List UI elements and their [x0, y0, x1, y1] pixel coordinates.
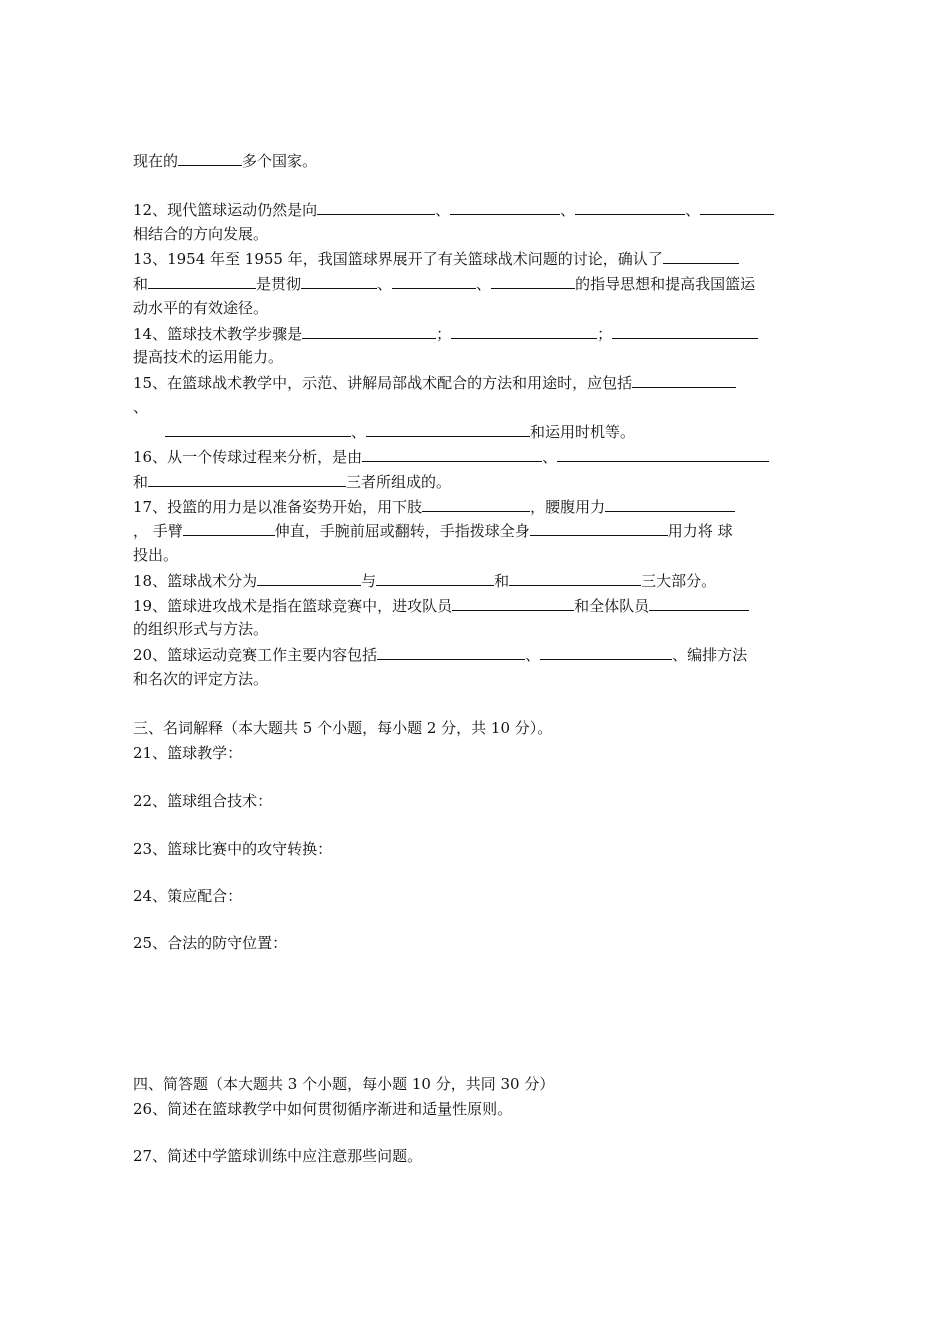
answer-blank[interactable]: [257, 570, 361, 586]
question-20-cont: [133, 669, 268, 689]
text: 、: [542, 448, 558, 466]
text: 的指导思想和提高我国篮运: [575, 275, 756, 293]
answer-blank[interactable]: [605, 496, 735, 512]
text: 、编排方法: [672, 646, 748, 664]
question-16: [133, 446, 769, 466]
text: 伸直，手腕前屈或翻转，手指拨球全身: [274, 522, 530, 540]
answer-blank[interactable]: [700, 199, 774, 215]
text: 现在的: [133, 152, 179, 170]
question-15-cont2: [165, 421, 635, 441]
text: 和全体队员: [574, 597, 650, 615]
line-countries: [133, 150, 317, 170]
text: 相结合的方向发展。: [133, 225, 269, 243]
question-15: [133, 372, 736, 392]
answer-blank[interactable]: [362, 446, 542, 462]
answer-blank[interactable]: [612, 323, 758, 339]
question-26: 26、简述在篮球教学中如何贯彻循序渐进和适量性原则。: [133, 1100, 513, 1118]
question-21: 21、篮球教学：: [133, 744, 243, 762]
question-text: 13、1954 年至 1955 年，我国篮球界展开了有关篮球战术问题的讨论，确认了: [133, 250, 663, 268]
text: 三大部分。: [641, 572, 717, 590]
answer-blank[interactable]: [509, 570, 641, 586]
question-17-cont2: [133, 545, 178, 565]
question-20: [133, 644, 747, 664]
answer-blank[interactable]: [450, 199, 560, 215]
question-text: 12、现代篮球运动仍然是向: [133, 201, 318, 219]
answer-blank[interactable]: [491, 273, 575, 289]
text: 、: [685, 201, 701, 219]
answer-blank[interactable]: [376, 570, 494, 586]
text: 的组织形式与方法。: [133, 620, 269, 638]
answer-blank[interactable]: [540, 644, 672, 660]
question-25: 25、合法的防守位置：: [133, 934, 288, 952]
answer-blank[interactable]: [148, 273, 256, 289]
answer-blank[interactable]: [148, 471, 346, 487]
answer-blank[interactable]: [530, 520, 668, 536]
question-13-cont: [133, 273, 755, 293]
question-24: 24、策应配合：: [133, 887, 243, 905]
question-12-cont: [133, 224, 268, 244]
answer-blank[interactable]: [557, 446, 769, 462]
text: 、: [476, 275, 492, 293]
text: 和: [133, 275, 149, 293]
question-13: [133, 248, 739, 268]
question-14: [133, 323, 758, 343]
answer-blank[interactable]: [649, 595, 749, 611]
text: 与: [361, 572, 377, 590]
text: 提高技术的运用能力。: [133, 348, 284, 366]
question-19: [133, 595, 749, 615]
text: 多个国家。: [242, 152, 318, 170]
text: 、: [133, 398, 149, 416]
answer-blank[interactable]: [178, 150, 242, 166]
question-text: 17、投篮的用力是以准备姿势开始，用下肢: [133, 498, 423, 516]
section-3-heading: 三、名词解释（本大题共 5 个小题，每小题 2 分，共 10 分）。: [133, 719, 553, 737]
question-17-cont: [133, 520, 733, 540]
answer-blank[interactable]: [451, 323, 597, 339]
answer-blank[interactable]: [422, 496, 530, 512]
text: ；: [436, 325, 452, 343]
question-22: 22、篮球组合技术：: [133, 792, 273, 810]
text: 动水平的有效途径。: [133, 299, 269, 317]
question-14-cont: [133, 347, 283, 367]
question-text: 19、篮球进攻战术是指在篮球竞赛中，进攻队员: [133, 597, 453, 615]
text: 、: [560, 201, 576, 219]
answer-blank[interactable]: [377, 644, 525, 660]
text: 是贯彻: [256, 275, 302, 293]
text: 、: [525, 646, 541, 664]
answer-blank[interactable]: [301, 273, 377, 289]
question-27: 27、简述中学篮球训练中应注意那些问题。: [133, 1147, 423, 1165]
text: 和运用时机等。: [530, 423, 636, 441]
text: 和: [133, 473, 149, 491]
section-4-heading: 四、简答题（本大题共 3 个小题，每小题 10 分，共同 30 分）: [133, 1075, 555, 1093]
answer-blank[interactable]: [663, 248, 739, 264]
text: 用力将 球: [667, 522, 733, 540]
text: 、: [351, 423, 367, 441]
answer-blank[interactable]: [632, 372, 736, 388]
question-text: 15、在篮球战术教学中，示范、讲解局部战术配合的方法和用途时，应包括: [133, 374, 633, 392]
answer-blank[interactable]: [183, 520, 275, 536]
question-19-cont: [133, 619, 268, 639]
question-18: [133, 570, 716, 590]
question-text: 14、篮球技术教学步骤是: [133, 325, 303, 343]
answer-blank[interactable]: [452, 595, 574, 611]
answer-blank[interactable]: [366, 421, 530, 437]
question-15-cont: [133, 397, 148, 417]
question-text: 20、篮球运动竞赛工作主要内容包括: [133, 646, 378, 664]
answer-blank[interactable]: [302, 323, 436, 339]
text: 、: [377, 275, 393, 293]
text: 和名次的评定方法。: [133, 670, 269, 688]
text: 投出。: [133, 546, 179, 564]
text: 和: [494, 572, 510, 590]
question-text: 18、篮球战术分为: [133, 572, 258, 590]
text: ，腰腹用力: [530, 498, 606, 516]
answer-blank[interactable]: [317, 199, 435, 215]
question-17: [133, 496, 735, 516]
text: ， 手臂: [133, 522, 183, 540]
text: 三者所组成的。: [346, 473, 452, 491]
question-12: [133, 199, 774, 219]
text: ；: [597, 325, 613, 343]
answer-blank[interactable]: [392, 273, 476, 289]
question-23: 23、篮球比赛中的攻守转换：: [133, 840, 333, 858]
question-text: 16、从一个传球过程来分析，是由: [133, 448, 363, 466]
text: 、: [435, 201, 451, 219]
answer-blank[interactable]: [165, 421, 351, 437]
question-16-cont: [133, 471, 451, 491]
answer-blank[interactable]: [575, 199, 685, 215]
question-13-cont2: [133, 298, 268, 318]
